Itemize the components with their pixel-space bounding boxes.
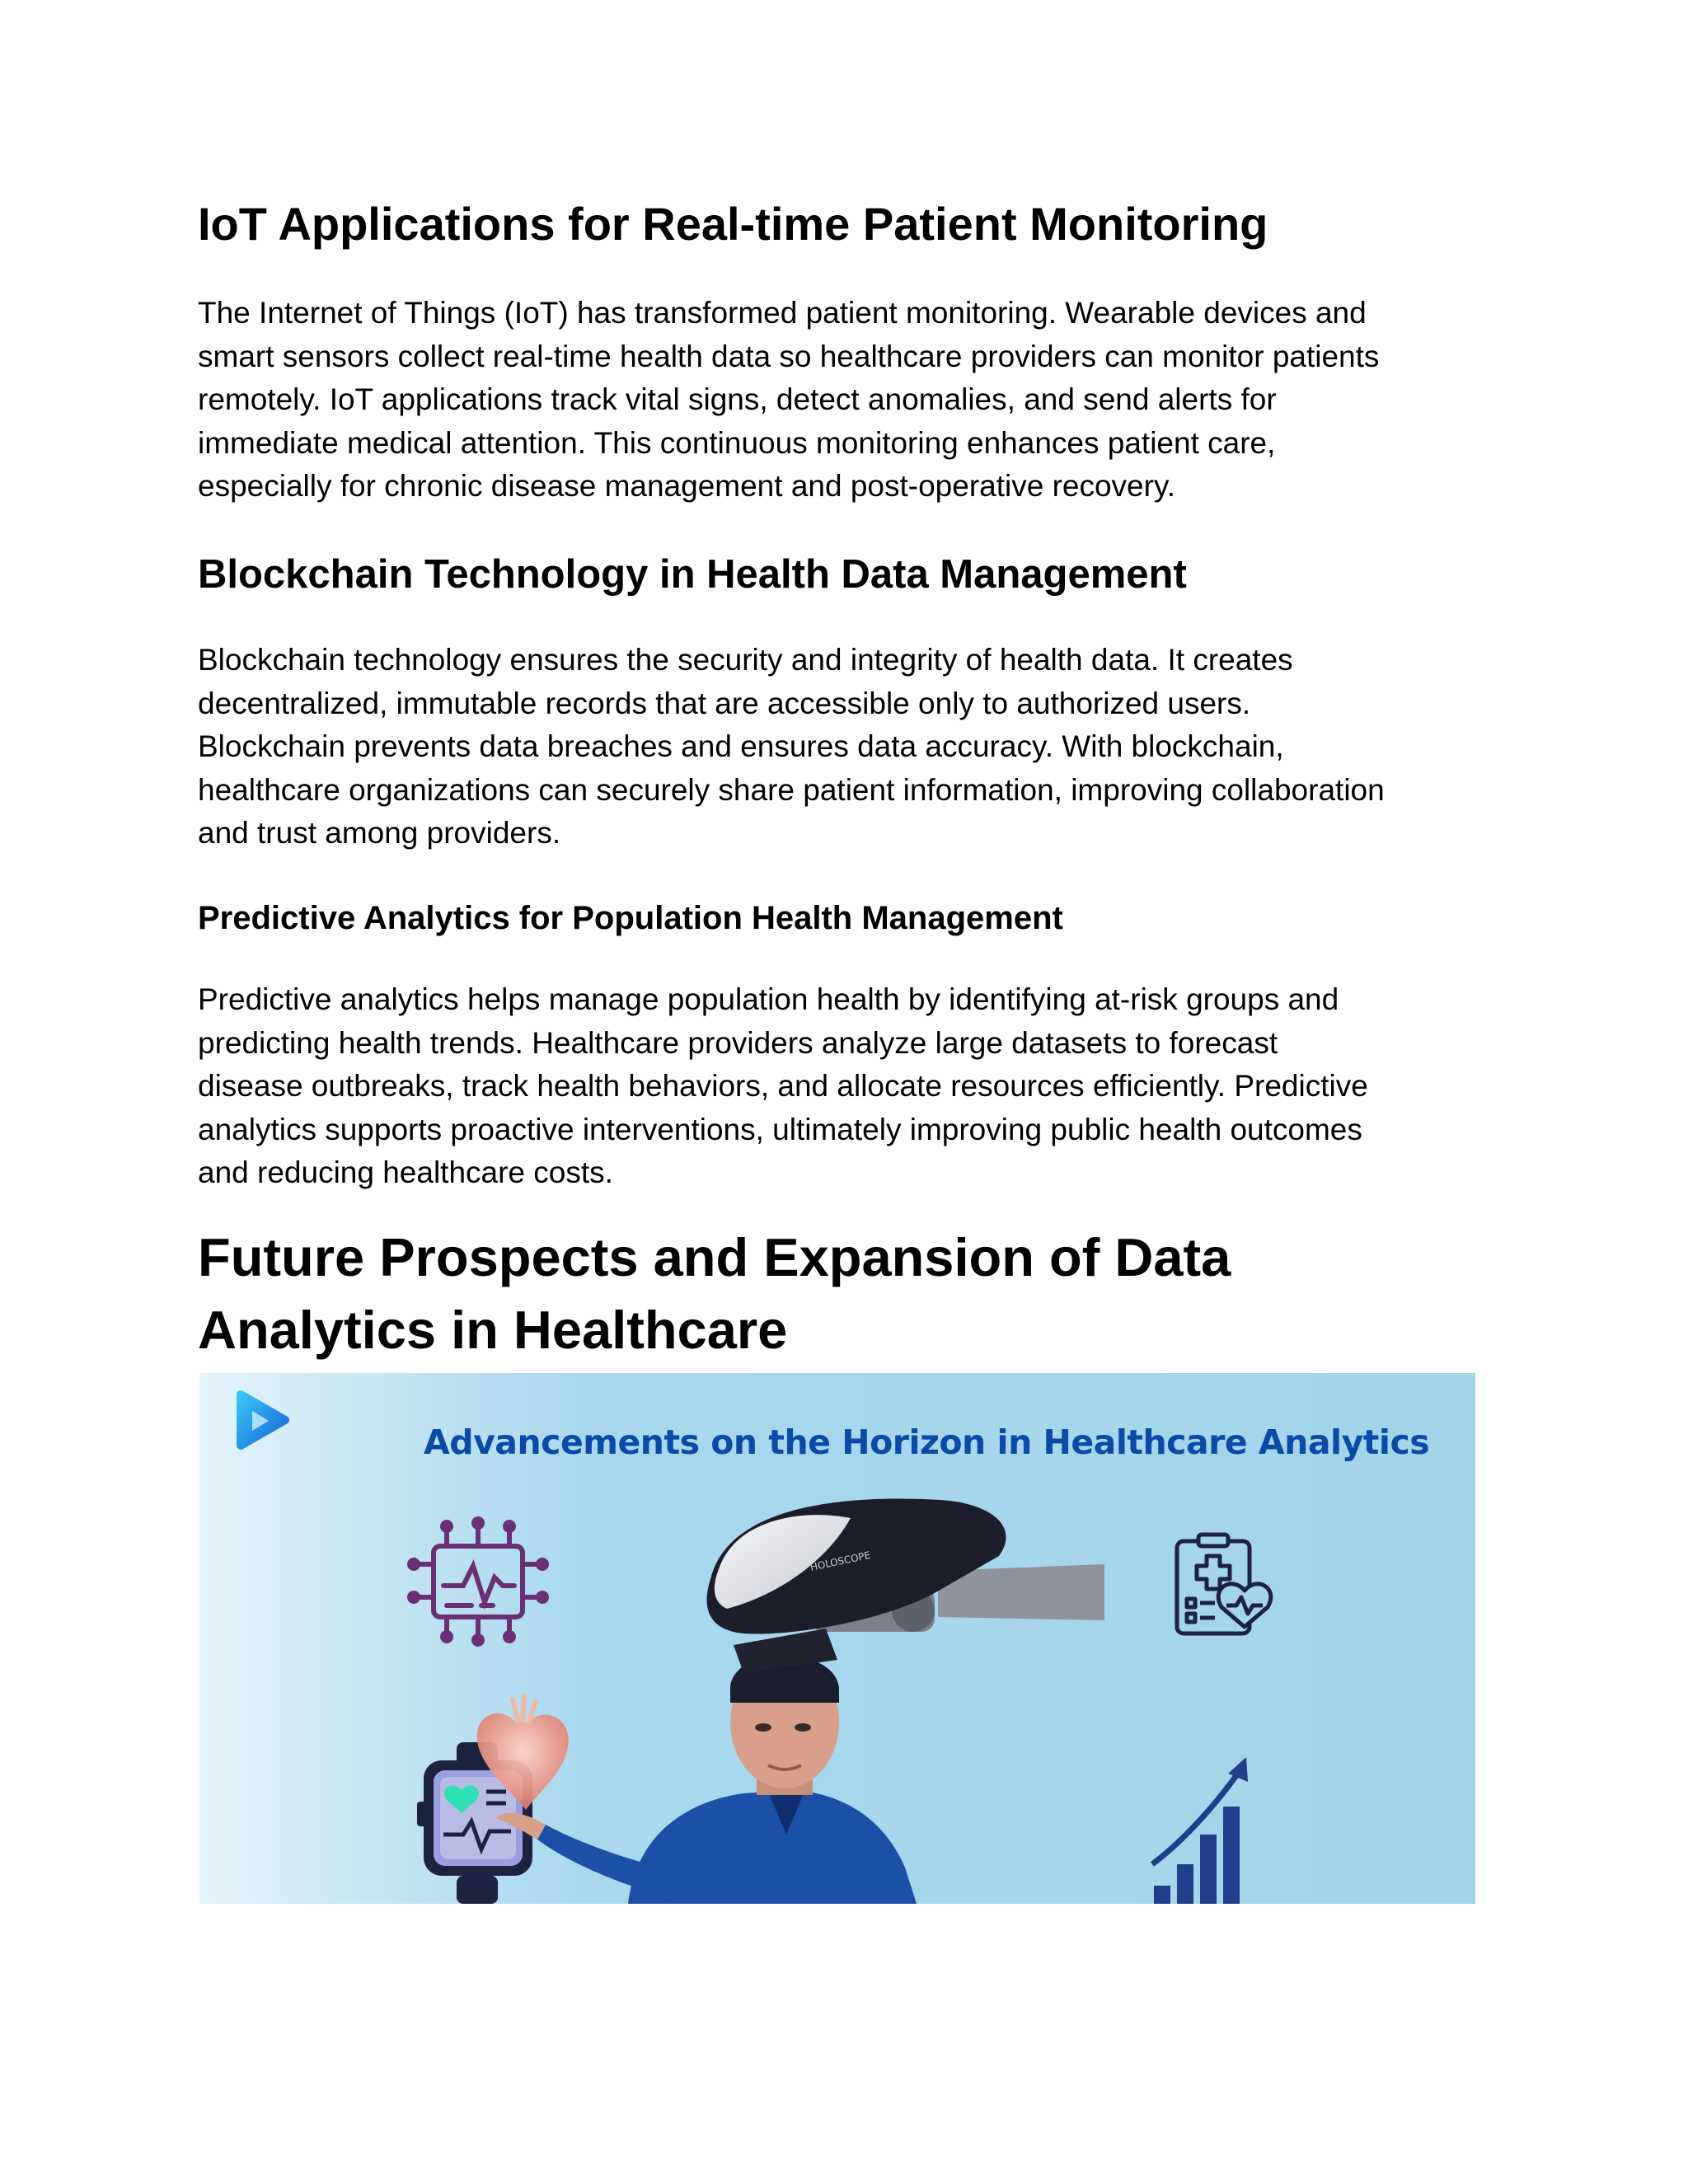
healthcare-analytics-banner bbox=[199, 1373, 1475, 1904]
paragraph-line: disease outbreaks, track health behaviors, and allocate resources efficiently. Predictive bbox=[198, 1069, 1368, 1103]
paragraph-blockchain bbox=[198, 639, 1385, 855]
paragraph-line: Predictive analytics helps manage population health by identifying at-risk groups and bbox=[198, 982, 1339, 1016]
paragraph-line: immediate medical attention. This continuous monitoring enhances patient care, bbox=[198, 425, 1276, 460]
paragraph-line: decentralized, immutable records that are accessible only to authorized users. bbox=[198, 686, 1251, 720]
paragraph-line: Blockchain prevents data breaches and ensures data accuracy. With blockchain, bbox=[198, 729, 1284, 763]
paragraph-line: especially for chronic disease management and post-operative recovery. bbox=[198, 469, 1175, 503]
paragraph-line: and reducing healthcare costs. bbox=[198, 1155, 613, 1189]
paragraph-line: smart sensors collect real-time health data so healthcare providers can monitor patients bbox=[198, 339, 1380, 373]
paragraph-predictive bbox=[198, 978, 1368, 1195]
headset-brand-label: HOLOSCOPE bbox=[809, 1549, 872, 1573]
paragraph-line: healthcare organizations can securely share patient information, improving collaboration bbox=[198, 772, 1385, 807]
paragraph-line: analytics supports proactive interventions, ultimately improving public health outcomes bbox=[198, 1112, 1362, 1146]
future-heading-line: Analytics in Healthcare bbox=[198, 1300, 788, 1360]
section-heading-predictive: Predictive Analytics for Population Health Management bbox=[198, 900, 1063, 936]
future-heading bbox=[198, 1221, 1231, 1366]
paragraph-line: The Internet of Things (IoT) has transformed patient monitoring. Wearable devices and bbox=[198, 296, 1367, 330]
paragraph-line: predicting health trends. Healthcare providers analyze large datasets to forecast bbox=[198, 1025, 1278, 1060]
paragraph-line: remotely. IoT applications track vital signs, detect anomalies, and send alerts for bbox=[198, 382, 1277, 416]
paragraph-iot bbox=[198, 292, 1379, 509]
paragraph-line: and trust among providers. bbox=[198, 816, 561, 850]
section-heading-iot: IoT Applications for Real-time Patient Monitoring bbox=[198, 198, 1268, 250]
future-heading-line: Future Prospects and Expansion of Data bbox=[198, 1227, 1231, 1287]
section-heading-blockchain: Blockchain Technology in Health Data Management bbox=[198, 552, 1187, 597]
banner-title: Advancements on the Horizon in Healthcare Analytics bbox=[424, 1422, 1430, 1462]
paragraph-line: Blockchain technology ensures the security and integrity of health data. It creates bbox=[198, 643, 1293, 677]
